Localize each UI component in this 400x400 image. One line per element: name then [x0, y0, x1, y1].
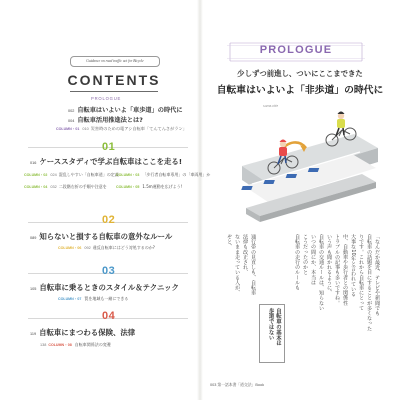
toc-chapter-01[interactable]: [30, 156, 182, 167]
inset-line: 歩道ではない: [267, 308, 274, 341]
column-text: 混乱しやすい「自転車道」の定義: [58, 172, 119, 177]
toc-column-02[interactable]: [24, 172, 119, 178]
toc-column-06[interactable]: [58, 245, 155, 251]
toc-page: 016: [30, 161, 37, 165]
inset-callout-text: [263, 308, 281, 358]
toc-chapter-02[interactable]: [30, 231, 172, 242]
toc-prologue-item-1[interactable]: [68, 105, 183, 114]
contents-rule: [70, 91, 158, 92]
column-page: 138: [40, 343, 47, 347]
column-text: 罠を地域も一緒にできる: [84, 296, 129, 301]
column-page: 092: [84, 246, 91, 250]
column-label: COLUMN・01: [56, 127, 80, 131]
column-text: 違反自転車にはどう対処するのか?: [92, 245, 155, 250]
body-column: 通行帯の見直しも、自転車: [250, 234, 256, 296]
toc-column-04[interactable]: [24, 184, 107, 190]
street-bicycle-illustration: [234, 100, 380, 224]
column-text: 1.5m運動を広げよう!: [142, 184, 183, 189]
toc-prologue-column[interactable]: [56, 126, 187, 132]
toc-page: 105: [30, 287, 37, 291]
column-page: 024: [50, 173, 57, 177]
inset-line: 自転車の基本は: [275, 308, 281, 346]
prologue-subtitle: 少しずつ前進し、ついにここまできた: [237, 69, 363, 78]
toc-page: 119: [30, 332, 37, 336]
column-label: COLUMN・06: [58, 246, 82, 250]
toc-text: 自転車活用推進法とは?: [77, 117, 143, 124]
prologue-headline: 自転車はいよいよ「非歩道」の時代に: [216, 85, 384, 96]
toc-page: 002: [68, 109, 75, 113]
illustration-credit: suma-ride: [263, 104, 279, 108]
toc-text: 知らないと損する自転車の意外なルール: [39, 232, 173, 241]
toc-text: ケーススタディで学ぶ自転車はここを走る!: [39, 157, 183, 166]
toc-column-03[interactable]: [116, 172, 210, 178]
chapter-number-03: 03: [102, 265, 116, 277]
body-column: 法律も改正され、: [242, 234, 248, 275]
body-column: トラブルの記事も多いですね。: [334, 234, 340, 306]
body-column: いう声も聞かれるように、: [326, 234, 332, 296]
toc-text: 自転車にまつわる保険、法律: [39, 328, 136, 337]
toc-column-08[interactable]: [40, 342, 111, 348]
body-column: 大事な10年と言われている: [350, 234, 356, 297]
toc-page: 089: [30, 236, 37, 240]
column-label: COLUMN・03: [116, 173, 140, 177]
body-column: 自転車の走行のルールも: [294, 234, 300, 291]
contents-title: CONTENTS: [67, 72, 161, 88]
column-text: 災害時のための電アシ自転車「てんてんさがラン」: [90, 126, 187, 131]
chapter-number-02: 02: [102, 214, 116, 226]
column-label: COLUMN・07: [58, 297, 82, 301]
toc-column-05[interactable]: [116, 184, 182, 190]
guide-tag: Guidance on road traffic act for Bicycle: [70, 56, 160, 67]
body-column: いつの間にか、本当は: [310, 234, 316, 285]
chapter-number-04: 04: [102, 310, 116, 322]
toc-prologue-item-2[interactable]: [68, 115, 143, 124]
page-footer: 003 第一話本書「道交法」Book: [210, 383, 265, 387]
body-column: りです。これから自転車にとって: [358, 234, 364, 311]
toc-text: 自転車に乗るときのスタイル＆テクニック: [39, 283, 179, 292]
column-text: 「歩行者自転車専用」の「車両用」か: [142, 172, 211, 177]
column-label: COLUMN・02: [24, 173, 48, 177]
body-column: 自転車の交通ルールは、知らない: [318, 234, 324, 311]
body-column: 「なんだか最近、テレビや新聞でも: [374, 234, 380, 316]
toc-page: 004: [68, 119, 75, 123]
column-text: 自転車関係法の変遷: [74, 342, 111, 347]
inset-callout: [259, 304, 285, 363]
column-page: 010: [82, 127, 89, 131]
body-column: 中、自動車や歩行者との関係性: [342, 234, 348, 306]
toc-text: 自転車はいよいよ「車歩道」の時代に: [77, 107, 183, 114]
gutter: [197, 0, 203, 400]
body-column: 自転車の話題を目にすることが多くなった: [366, 234, 372, 331]
toc-column-07[interactable]: [58, 296, 128, 302]
column-page: 032: [50, 185, 57, 189]
body-column: こうだったのかと: [302, 234, 308, 275]
toc-chapter-04[interactable]: [30, 327, 135, 338]
column-label: COLUMN・05: [116, 185, 140, 189]
column-text: 二段階右折の手順や注意を: [58, 184, 107, 189]
body-column: ないまま走っている人が、: [234, 234, 240, 296]
prologue-label: PROLOGUE: [91, 96, 122, 101]
prologue-title: PROLOGUE: [259, 44, 333, 56]
chapter-number-01: 01: [102, 141, 116, 153]
toc-chapter-03[interactable]: [30, 282, 179, 293]
body-column: ぞと、: [226, 234, 232, 250]
column-label: COLUMN・04: [24, 185, 48, 189]
prologue-header: [226, 40, 366, 64]
column-label: COLUMN・08: [48, 343, 72, 347]
